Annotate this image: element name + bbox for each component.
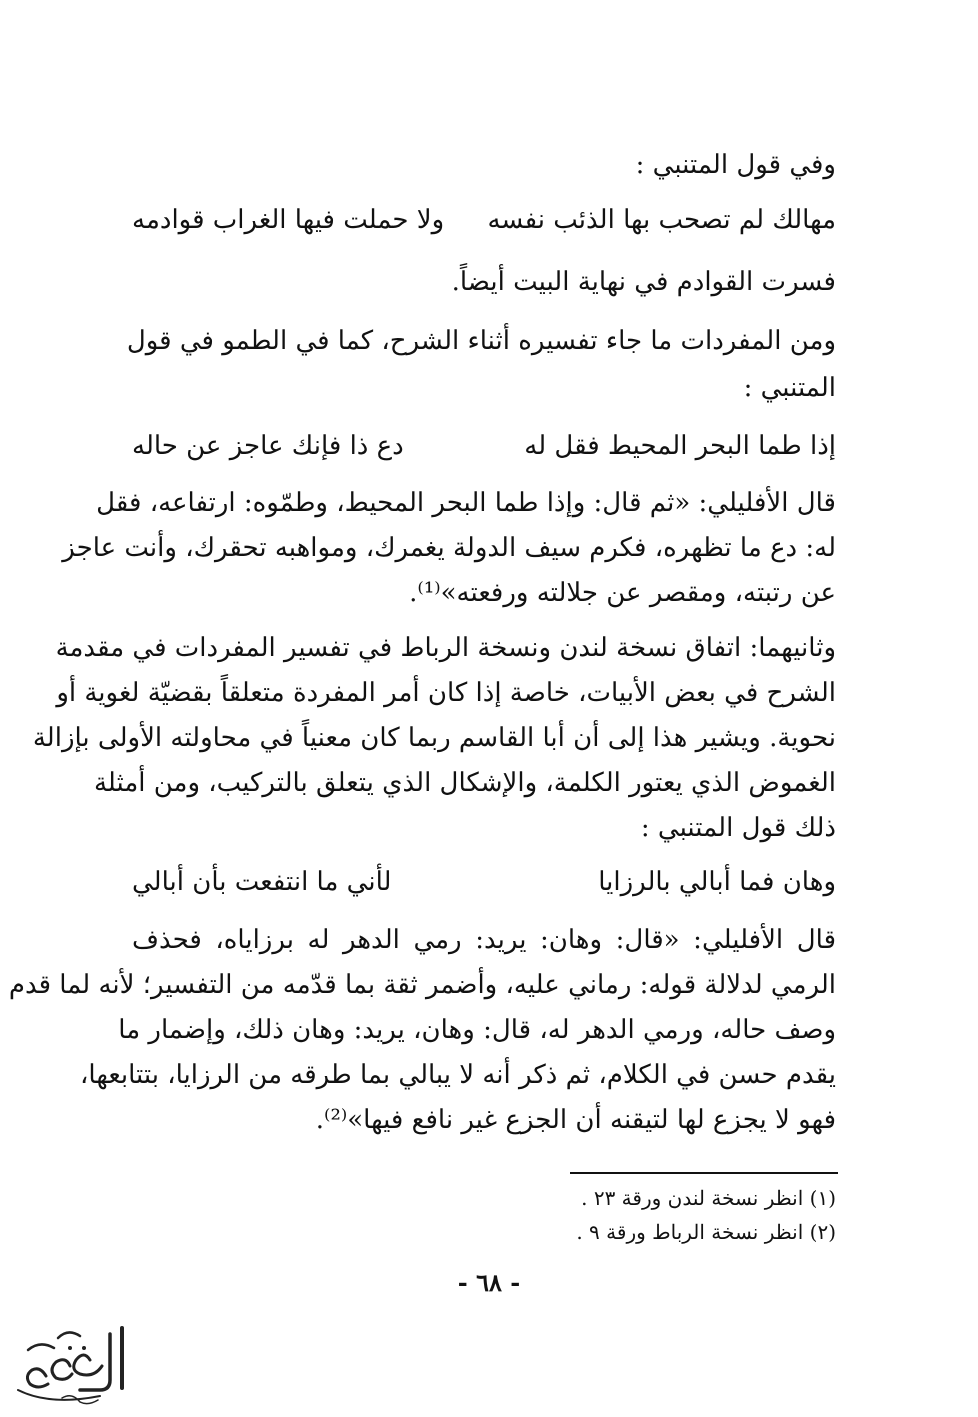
paragraph-line: وصف حاله، ورمي الدهر له، قال: وهان، يريد: وهان ذلك، وإضمار ما	[118, 1015, 836, 1045]
paragraph-line: ومن المفردات ما جاء تفسيره أثناء الشرح، كما في الطمو في قول	[126, 326, 836, 356]
calligraphy-logo-icon	[10, 1320, 140, 1410]
verse-first-hemistich: إذا طما البحر المحيط فقل له	[524, 431, 836, 461]
paragraph-line: عن رتبته، ومقصر عن جلالته ورفعته»⁽¹⁾.	[409, 578, 836, 608]
paragraph-line: فهو لا يجزع لها لتيقنه أن الجزع غير نافع فيها»⁽²⁾.	[315, 1105, 836, 1135]
text-line: فسرت القوادم في نهاية البيت أيضاً.	[451, 267, 836, 297]
paragraph-line: له: دع ما تظهره، فكرم سيف الدولة يغمرك، ومواهبه تحقرك، وأنت عاجز	[62, 533, 836, 563]
footnote: (١) انظر نسخة لندن ورقة ٢٣ .	[581, 1186, 836, 1210]
paragraph-line: نحوية. ويشير هذا إلى أن أبا القاسم ربما كان معنياً في محاولته الأولى بإزالة	[32, 723, 836, 753]
verse-first-hemistich: وهان فما أبالي بالرزايا	[598, 867, 836, 897]
paragraph-line: وثانيهما: اتفاق نسخة لندن ونسخة الرباط في تفسير المفردات في مقدمة	[55, 633, 836, 663]
footnote: (٢) انظر نسخة الرباط ورقة ٩ .	[576, 1220, 836, 1244]
paragraph-line: قال الأفليلي: «ثم قال: وإذا طما البحر المحيط، وطمّوه: ارتفاعه، فقل	[96, 488, 836, 518]
paragraph-line: ذلك قول المتنبي :	[640, 813, 836, 843]
footnote-separator	[570, 1172, 838, 1174]
verse-second-hemistich: دع ذا فإنك عاجز عن حاله	[132, 431, 404, 461]
poem-verse	[132, 202, 836, 238]
poem-verse	[132, 864, 836, 900]
verse-second-hemistich: ولا حملت فيها الغراب قوادمه	[132, 205, 445, 235]
paragraph-line: المتنبي :	[743, 373, 836, 403]
text-line: وفي قول المتنبي :	[635, 150, 836, 180]
paragraph-line: الشرح في بعض الأبيات، خاصة إذا كان أمر المفردة متعلقاً بقضيّة لغوية أو	[56, 678, 836, 708]
verse-first-hemistich: مهالك لم تصحب بها الذئب نفسه	[487, 205, 836, 235]
poem-verse	[132, 428, 836, 464]
paragraph-line: الرمي لدلالة قوله: رماني عليه، وأضمر ثقة بما قدّمه من التفسير؛ لأنه لما قدم	[8, 970, 836, 1000]
page-number: - ٦٨ -	[457, 1268, 521, 1297]
paragraph-line: قال الأفليلي: «قال: وهان: يريد: رمي الدهر له برزاياه، فحذف	[132, 925, 836, 955]
paragraph-line: الغموض الذي يعتور الكلمة، والإشكال الذي يتعلق بالتركيب، ومن أمثلة	[93, 768, 836, 798]
paragraph-line: يقدم حسن في الكلام، ثم ذكر أنه لا يبالي بما طرقه من الرزايا، بتتابعها،	[80, 1060, 836, 1090]
verse-second-hemistich: لأني ما انتفعت بأن أبالي	[132, 867, 392, 897]
